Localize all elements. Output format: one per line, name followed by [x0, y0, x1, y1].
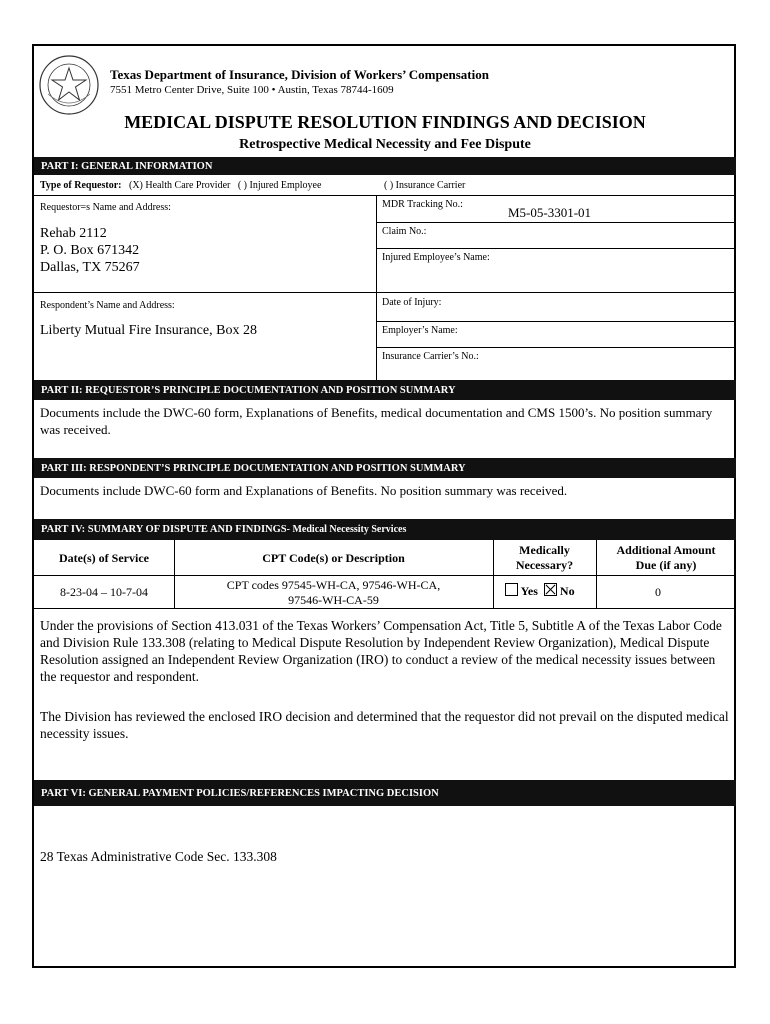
page-title: MEDICAL DISPUTE RESOLUTION FINDINGS AND DECISION [124, 112, 646, 132]
col-header-additional-amount [596, 543, 736, 573]
divider [376, 347, 736, 348]
col-header-line: Additional Amount [616, 543, 716, 557]
row-cpt [174, 578, 493, 608]
row-amount: 0 [655, 585, 661, 599]
requestor-address [40, 225, 140, 276]
requestor-type-row [40, 180, 321, 191]
divider [34, 195, 736, 196]
row-dates: 8-23-04 – 10-7-04 [60, 585, 148, 599]
part6-text: 28 Texas Administrative Code Sec. 133.308 [40, 849, 277, 864]
injured-employee-label: Injured Employee’s Name: [382, 252, 490, 263]
part4-heading-main: PART IV: SUMMARY OF DISPUTE AND FINDINGS [41, 524, 287, 535]
requestor-label: Requestor=s Name and Address: [40, 202, 171, 213]
divider [376, 321, 736, 322]
agency-address: 7551 Metro Center Drive, Suite 100 • Austin, Texas 78744-1609 [110, 84, 394, 96]
row-cpt-line: 97546-WH-CA-59 [288, 593, 379, 607]
part1-heading: PART I: GENERAL INFORMATION [34, 157, 736, 175]
employer-label: Employer’s Name: [382, 325, 458, 336]
part4-paragraph-2: The Division has reviewed the enclosed IRO decision and determined that the requestor did not prevail on the disputed medical necessity issues. [40, 709, 729, 741]
type-injured-employee: ( ) Injured Employee [237, 180, 322, 191]
mdr-value: M5-05-3301-01 [508, 205, 592, 220]
respondent-label: Respondent’s Name and Address: [40, 300, 175, 311]
requestor-line: Dallas, TX 75267 [40, 260, 140, 275]
divider [34, 292, 736, 293]
carrier-number-label: Insurance Carrier’s No.: [382, 351, 479, 362]
col-header-line: Due (if any) [635, 558, 697, 572]
yes-checkbox[interactable] [505, 583, 518, 596]
divider [34, 575, 736, 576]
col-header-cpt: CPT Code(s) or Description [262, 551, 405, 565]
no-checkbox[interactable] [544, 583, 557, 596]
part4-paragraph-1: Under the provisions of Section 413.031 of the Texas Workers’ Compensation Act, Title 5, Subtitle A of the Texas Labor Code and Division Rule 133.308 (relating to Medical Dispute Resolution by Independent Review Organization), Medical Dispute Resolution assigned an Independent Review Organization (IRO) to conduct a review of the medical necessity issues between the requestor and respondent. [40, 618, 722, 684]
date-of-injury-label: Date of Injury: [382, 297, 442, 308]
requestor-line: Rehab 2112 [40, 226, 107, 241]
yes-label: Yes [520, 584, 538, 598]
respondent-value: Liberty Mutual Fire Insurance, Box 28 [40, 323, 257, 338]
col-header-medically-necessary [493, 543, 596, 573]
requestor-line: P. O. Box 671342 [40, 243, 140, 258]
col-header-dates: Date(s) of Service [59, 551, 149, 565]
col-header-line: Necessary? [515, 558, 574, 572]
type-health-care-provider: (X) Health Care Provider [128, 180, 231, 191]
texas-seal-icon [38, 54, 100, 116]
divider [34, 608, 736, 609]
row-cpt-line: CPT codes 97545-WH-CA, 97546-WH-CA, [226, 578, 441, 592]
divider [376, 248, 736, 249]
agency-name: Texas Department of Insurance, Division of Workers’ Compensation [110, 67, 489, 82]
type-insurance-carrier: ( ) Insurance Carrier [384, 180, 466, 191]
part2-text: Documents include the DWC-60 form, Explanations of Benefits, medical documentation and CMS 1500’s. No position summary was received. [40, 405, 713, 437]
part4-heading-sub: - Medical Necessity Services [286, 524, 407, 535]
requestor-type-label: Type of Requestor: [40, 180, 122, 191]
part3-heading: PART III: RESPONDENT’S PRINCIPLE DOCUMENTATION AND POSITION SUMMARY [34, 458, 736, 478]
part6-heading: PART VI: GENERAL PAYMENT POLICIES/REFERENCES IMPACTING DECISION [34, 780, 736, 806]
divider [376, 222, 736, 223]
col-header-line: Medically [519, 543, 570, 557]
part4-heading [34, 519, 736, 540]
no-label: No [559, 584, 575, 598]
part3-text: Documents include DWC-60 form and Explanations of Benefits. No position summary was received. [40, 483, 568, 498]
part2-heading: PART II: REQUESTOR’S PRINCIPLE DOCUMENTATION AND POSITION SUMMARY [34, 380, 736, 400]
claim-label: Claim No.: [382, 226, 427, 237]
medically-necessary-options [505, 583, 575, 599]
mdr-label: MDR Tracking No.: [382, 199, 463, 210]
page-subtitle: Retrospective Medical Necessity and Fee Dispute [239, 137, 531, 152]
